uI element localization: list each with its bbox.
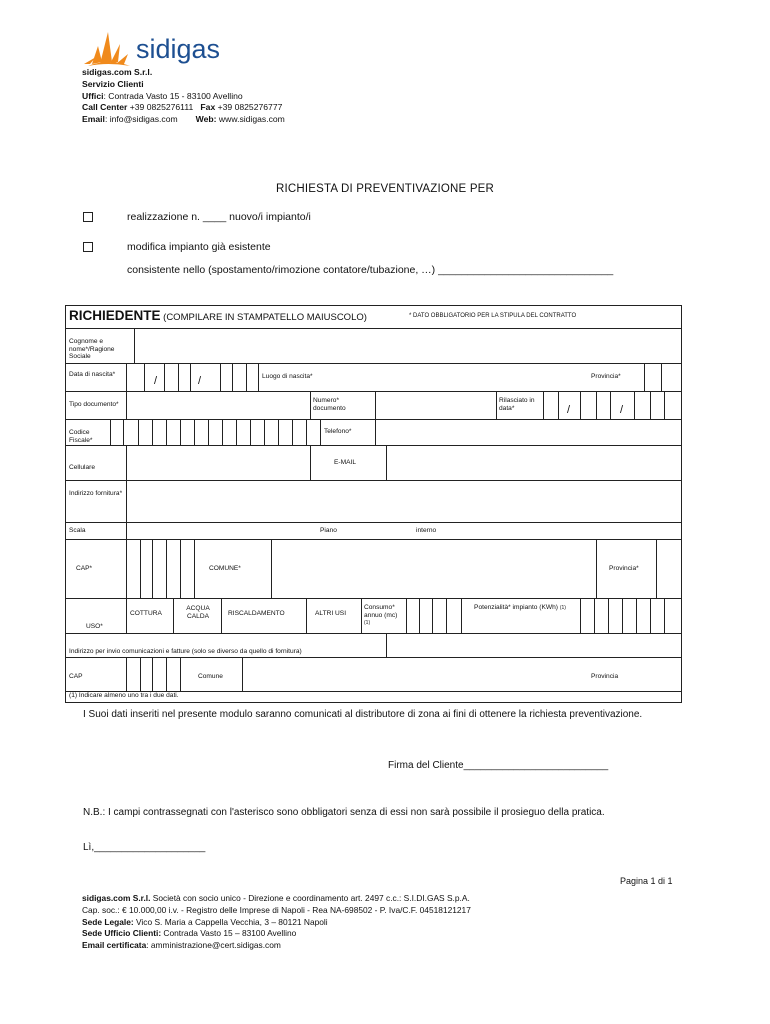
label-scala: Scala [69, 527, 86, 534]
label-acqua-calda: ACQUA CALDA [186, 605, 210, 620]
label-data-nascita: Data di nascita* [69, 371, 116, 378]
email-value: : info@sidigas.com [104, 114, 178, 125]
label-potenzialita-text: Potenzialità* impianto (KWh) [474, 604, 558, 611]
label-potenzialita [464, 604, 576, 613]
label-consumo [364, 604, 404, 628]
date-separator: / [154, 375, 158, 387]
nb-text: N.B.: I campi contrassegnati con l'asterisco sono obbligatori senza di essi non sarà possibile il prosieguo della pratica. [83, 807, 605, 818]
footer-pec-label: Email certificata [82, 940, 147, 951]
place-line[interactable]: Lì,____________________ [83, 842, 206, 853]
form-footnote: (1) Indicare almeno uno tra i due dati. [69, 692, 179, 699]
mandatory-note: * DATO OBBLIGATORIO PER LA STIPULA DEL CONTRATTO [409, 313, 577, 319]
label-provincia-fornitura: Provincia* [609, 565, 639, 572]
option-new-installation: realizzazione n. ____ nuovo/i impianto/i [127, 211, 311, 223]
document-title: RICHIESTA DI PREVENTIVAZIONE PER [275, 183, 495, 195]
offices-label: Uffici [82, 90, 104, 101]
label-cap-invio: CAP [69, 673, 83, 680]
privacy-text: I Suoi dati inseriti nel presente modulo saranno comunicati al distributore di zona ai fini di ottenere la richiesta preventivazione. [83, 709, 643, 720]
label-riscaldamento: RISCALDAMENTO [228, 610, 285, 617]
footer-company-rest: Società con socio unico - Direzione e coordinamento art. 2497 c.c.: S.I.DI.GAS S.p.A. [150, 893, 470, 903]
applicant-heading-note: (COMPILARE IN STAMPATELLO MAIUSCOLO) [160, 312, 367, 323]
callcenter-value: +39 0825276111 [127, 102, 194, 113]
label-consumo-text: Consumo* annuo (mc) [364, 604, 398, 619]
fax-value: +39 0825276777 [215, 102, 283, 113]
applicant-heading-label: RICHIEDENTE [69, 308, 161, 323]
label-provincia-nascita: Provincia* [591, 373, 621, 380]
applicant-heading [69, 308, 367, 326]
footer-pec-value: : amministrazione@cert.sidigas.com [146, 940, 281, 951]
label-codice-fiscale: Codice Fiscale* [69, 429, 93, 444]
label-cap-fornitura: CAP* [76, 565, 93, 572]
label-rilasciato: Rilasciato in data* [499, 397, 535, 412]
footer-legal-value: Vico S. Maria a Cappella Vecchia, 3 – 80121 Napoli [133, 916, 328, 927]
sidigas-logo [82, 24, 247, 70]
option-modify-installation: modifica impianto già esistente [127, 241, 271, 253]
web-label: Web: [195, 114, 217, 125]
signature-line[interactable]: Firma del Cliente__________________________ [388, 760, 609, 771]
company-header [82, 67, 285, 126]
label-cellulare: Cellulare [69, 464, 96, 471]
label-potenzialita-note: (1) [559, 605, 566, 611]
label-telefono: Telefono* [324, 428, 352, 435]
checkbox-new-installation[interactable] [83, 212, 93, 222]
date-separator: / [567, 404, 571, 416]
label-altri-usi: ALTRI USI [315, 610, 347, 617]
label-indirizzo-fornitura: Indirizzo fornitura* [69, 490, 123, 497]
footer-office-value: Contrada Vasto 15 – 83100 Avellino [161, 928, 297, 939]
callcenter-label: Call Center [82, 102, 128, 113]
label-tipo-documento: Tipo documento* [69, 401, 119, 408]
footer-capital: Cap. soc.: € 10.000,00 i.v. - Registro delle Imprese di Napoli - Rea NA-698502 - P. Iva/C.F. 04518121217 [82, 904, 471, 915]
label-email: E-MAIL [334, 459, 356, 466]
option-modify-detail: consistente nello (spostamento/rimozione contatore/tubazione, …) ______________________________ [127, 264, 614, 276]
label-indirizzo-invio: Indirizzo per invio comunicazioni e fatture (solo se diverso da quello di fornitura) [69, 648, 302, 655]
label-piano: Piano [320, 527, 337, 534]
date-separator: / [198, 375, 202, 387]
web-value: www.sidigas.com [216, 114, 285, 125]
email-label: Email [82, 114, 105, 125]
label-comune-invio: Comune [198, 673, 223, 680]
label-numero-documento: Numero* documento [313, 397, 346, 412]
page-number: Pagina 1 di 1 [620, 876, 673, 886]
applicant-form [65, 305, 682, 703]
company-footer [82, 893, 471, 952]
label-cognome: Cognome e nome*/Ragione Sociale [69, 338, 115, 361]
label-provincia-invio: Provincia [591, 673, 619, 680]
label-comune-fornitura: COMUNE* [209, 565, 241, 572]
footer-legal-label: Sede Legale: [82, 916, 134, 927]
label-consumo-note: (1) [364, 620, 371, 627]
offices-value: : Contrada Vasto 15 - 83100 Avellino [103, 90, 243, 101]
footer-company: sidigas.com S.r.l. [82, 893, 151, 903]
label-uso: USO* [86, 623, 103, 630]
date-separator: / [620, 404, 624, 416]
company-name: sidigas.com S.r.l. [82, 67, 153, 77]
label-cottura: COTTURA [130, 610, 162, 617]
service-label: Servizio Clienti [82, 78, 144, 89]
label-interno: interno [416, 527, 437, 534]
fax-label: Fax [200, 102, 216, 113]
checkbox-modify-installation[interactable] [83, 242, 93, 252]
footer-office-label: Sede Ufficio Clienti: [82, 928, 162, 939]
brand-name: sidigas [136, 34, 221, 64]
label-luogo-nascita: Luogo di nascita* [262, 373, 313, 380]
